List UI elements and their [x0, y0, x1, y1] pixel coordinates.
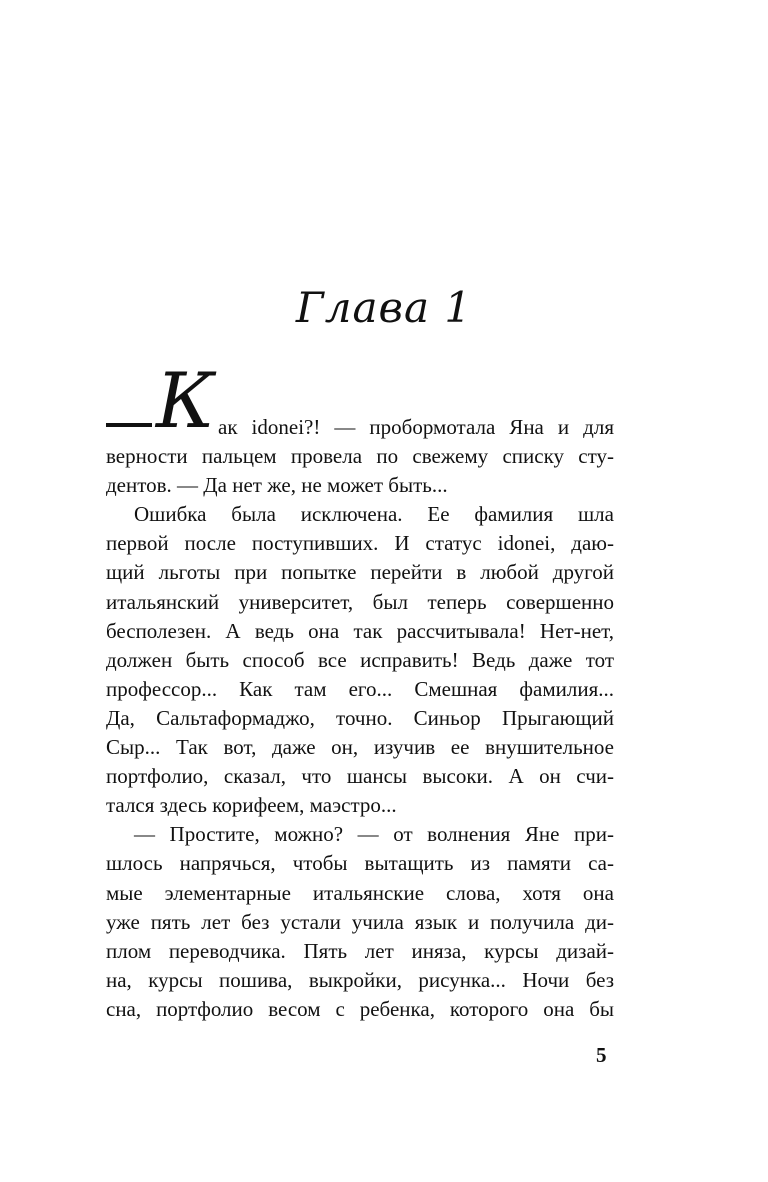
text-line: уже пять лет без устали учила язык и получила ди-	[106, 909, 614, 934]
text-line: портфолио, сказал, что шансы высоки. А он счи-	[106, 764, 614, 789]
text-line: мые элементарные итальянские слова, хотя она	[106, 880, 614, 905]
text-line: шлось напрячься, чтобы вытащить из памяти са-	[106, 851, 614, 876]
text-line: Ошибка была исключена. Ее фамилия шла	[134, 502, 614, 527]
text-line: первой после поступивших. И статус idonei, даю-	[106, 531, 614, 556]
text-line: плом переводчика. Пять лет иняза, курсы дизай-	[106, 938, 614, 963]
page-number: 5	[596, 1043, 607, 1067]
text-line: должен быть способ все исправить! Ведь даже тот	[106, 647, 614, 672]
text-line: сна, портфолио весом с ребенка, которого она бы	[106, 996, 614, 1021]
text-line: итальянский университет, был теперь совершенно	[106, 589, 614, 614]
dropcap-letter: К	[156, 356, 215, 445]
text-line: тался здесь корифеем, маэстро...	[106, 793, 397, 818]
text-line-content: ак idonei?! — пробормотала Яна и для	[218, 415, 614, 439]
text-line-first	[106, 356, 614, 445]
text-line: профессор... Как там его... Смешная фамилия...	[106, 676, 614, 701]
dropcap-dash	[106, 423, 152, 427]
chapter-title: Глава 1	[295, 283, 473, 332]
text-line: дентов. — Да нет же, не может быть...	[106, 473, 448, 498]
text-line: Да, Сальтаформаджо, точно. Синьор Прыгающий	[106, 705, 614, 730]
text-line: на, курсы пошива, выкройки, рисунка... Ночи без	[106, 967, 614, 992]
text-line: Сыр... Так вот, даже он, изучив ее внушительное	[106, 735, 614, 760]
body-text	[106, 356, 614, 1024]
text-line: — Простите, можно? — от волнения Яне при-	[134, 822, 614, 847]
text-line: верности пальцем провела по свежему списку сту-	[106, 444, 614, 469]
text-line: щий льготы при попытке перейти в любой другой	[106, 560, 614, 585]
text-line: бесполезен. А ведь она так рассчитывала! Нет-нет,	[106, 618, 614, 643]
